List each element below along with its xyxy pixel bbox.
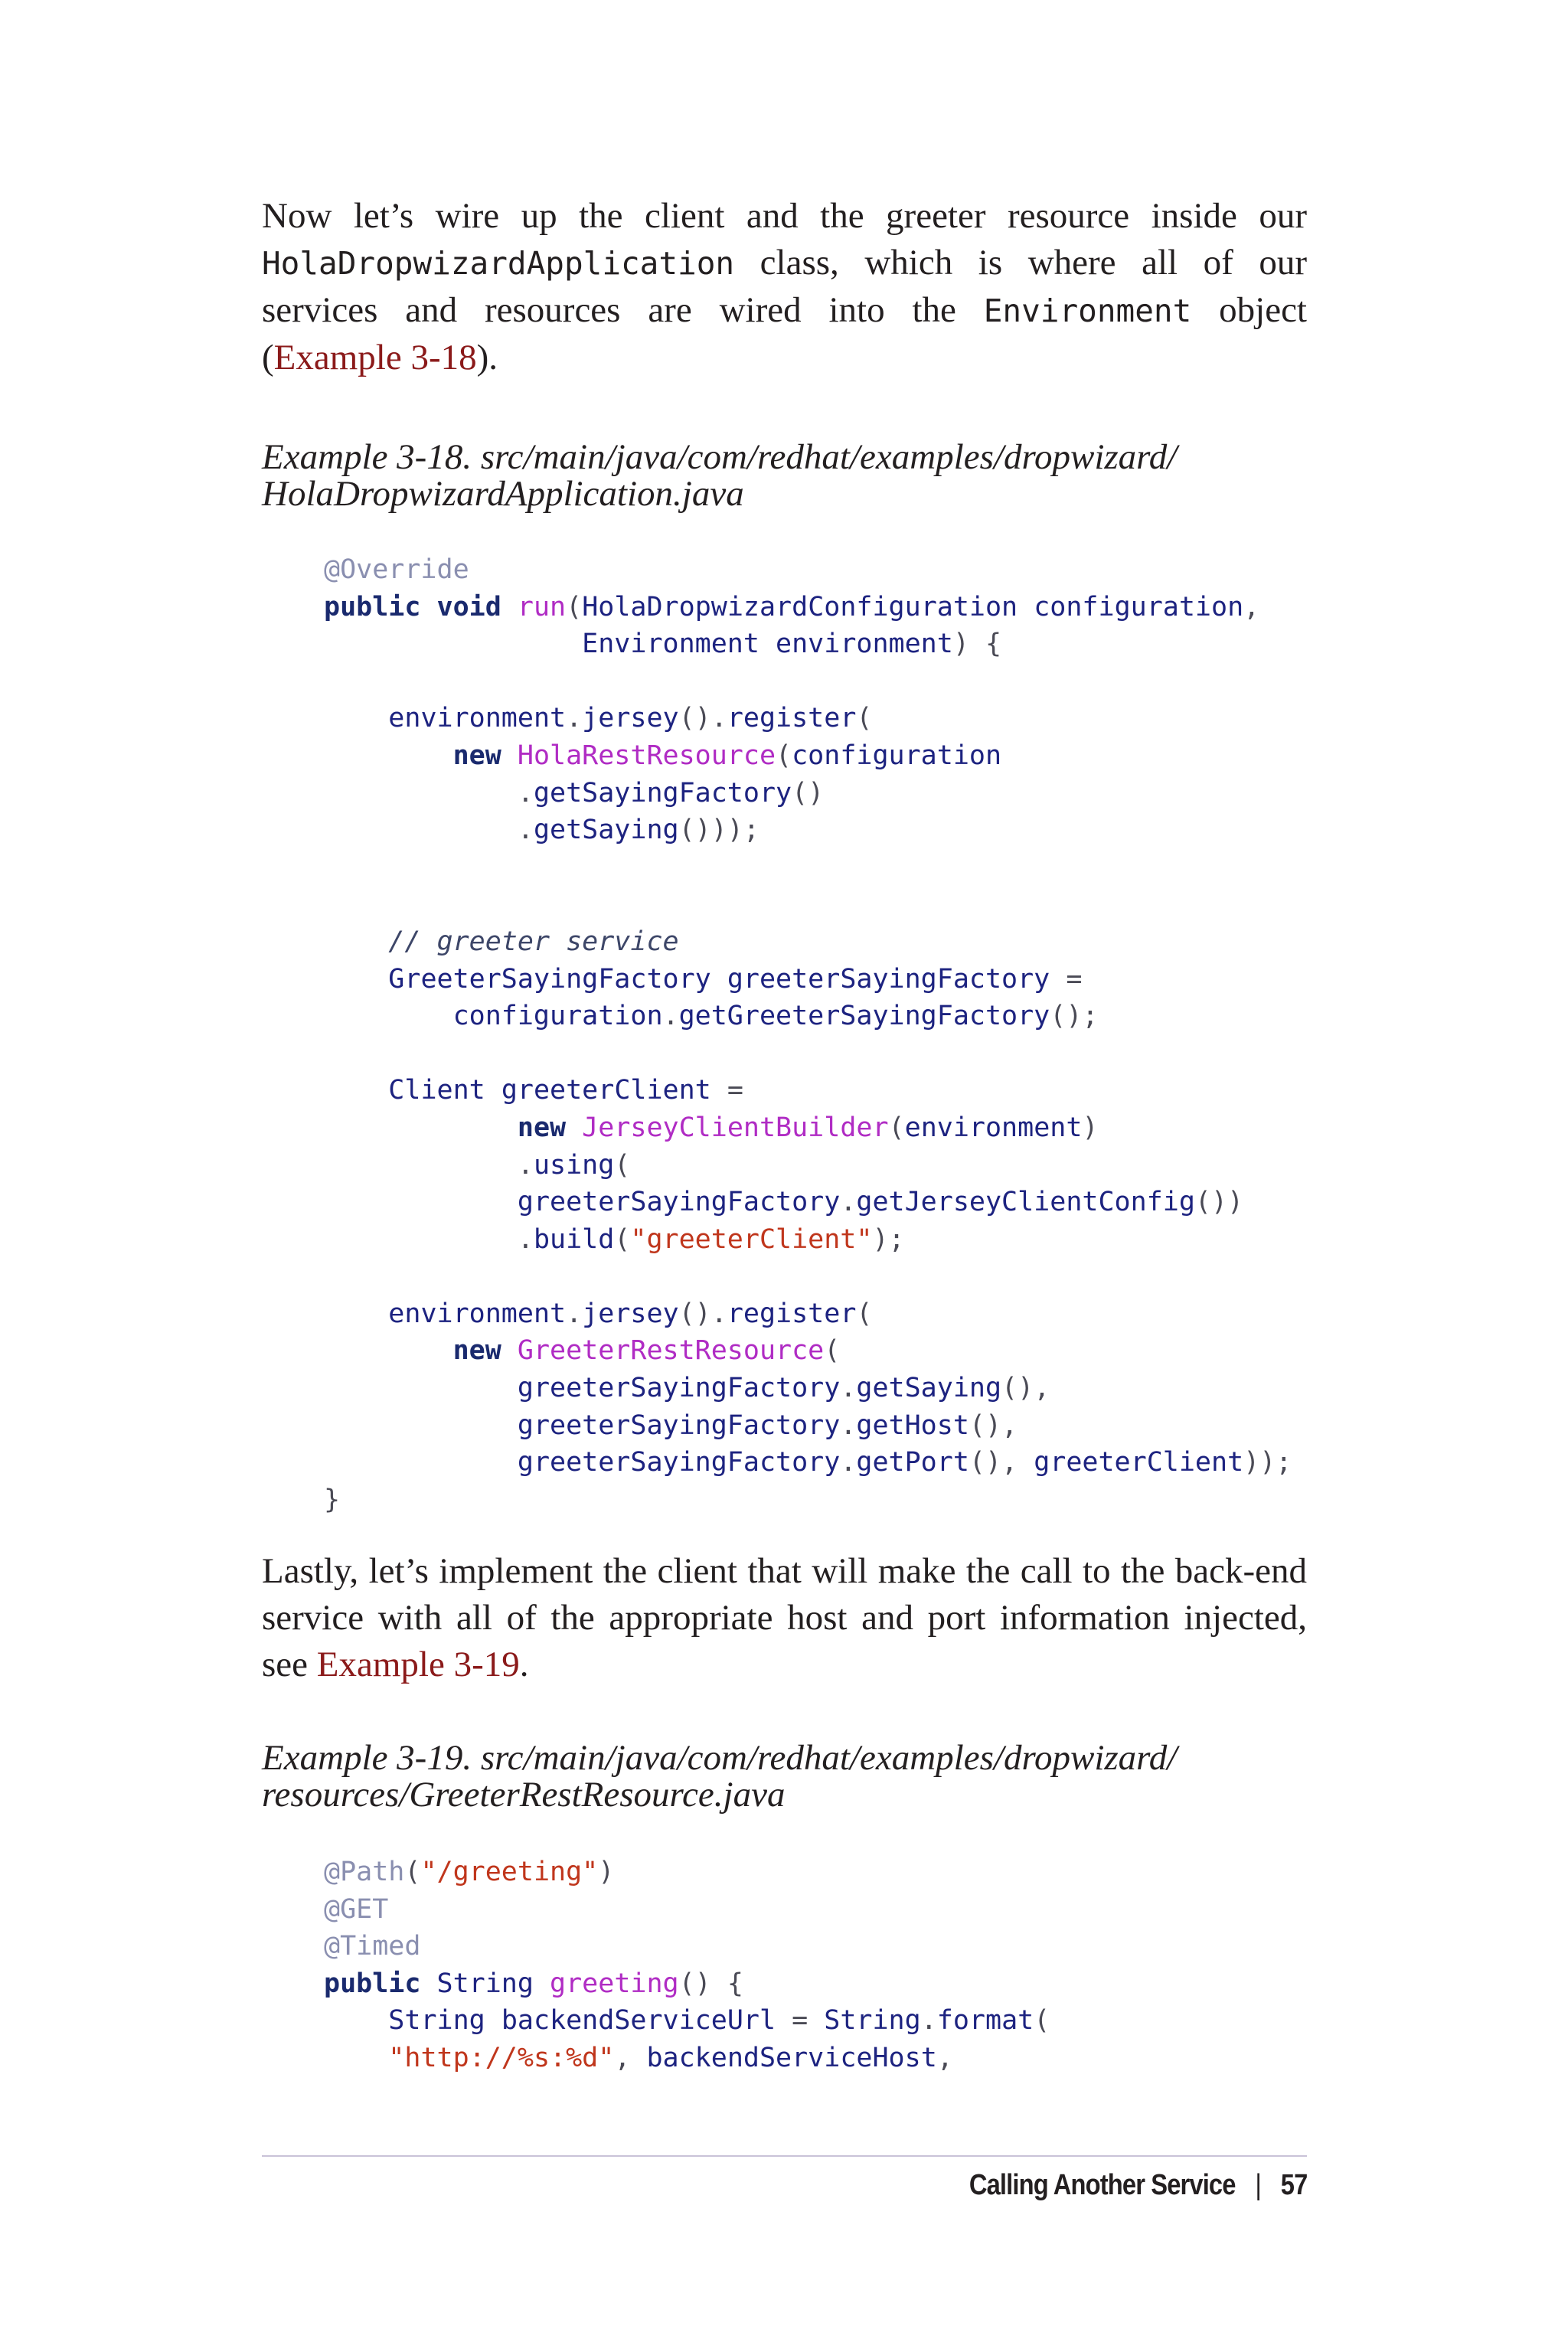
code-token: @Timed <box>324 1931 421 1962</box>
code-token: "greeterClient" <box>630 1223 873 1255</box>
code-token: , <box>1243 591 1260 622</box>
code-token: . <box>324 1223 534 1255</box>
code-token: greeterSayingFactory <box>727 963 1050 995</box>
code-token: , <box>936 2042 953 2073</box>
code-line <box>324 629 1001 659</box>
code-token: greeterClient <box>501 1075 711 1106</box>
paragraph-text: . <box>519 1645 529 1684</box>
code-token: register <box>727 703 857 734</box>
code-token: public <box>324 1968 421 1999</box>
code-token: . <box>840 1373 857 1404</box>
code-token: greeterClient <box>1034 1447 1244 1478</box>
caption-line: Example 3-19. src/main/java/com/redhat/examples/dropwizard/ <box>262 1738 1178 1778</box>
code-token: environment <box>776 629 953 660</box>
code-line <box>324 1485 340 1515</box>
code-token: (). <box>678 1298 727 1329</box>
code-line <box>324 592 1259 622</box>
code-token: ( <box>856 1298 873 1329</box>
code-token: "http://%s:%d" <box>388 2042 615 2073</box>
code-token: GreeterRestResource <box>517 1335 825 1367</box>
code-line <box>324 1150 630 1181</box>
paragraph-text: object ( <box>262 290 1307 377</box>
code-token: ) <box>598 1857 615 1887</box>
code-token: HolaDropwizardConfiguration <box>582 591 1018 622</box>
page-number: 57 <box>1280 2169 1307 2201</box>
code-token: build <box>533 1223 615 1255</box>
caption-line: HolaDropwizardApplication.java <box>262 474 744 514</box>
code-token: greeterSayingFactory <box>517 1447 841 1478</box>
code-token <box>324 1298 388 1329</box>
code-token: new <box>452 740 501 771</box>
code-token: greeting <box>550 1968 679 1999</box>
code-token: configuration <box>1034 591 1244 622</box>
code-line <box>324 740 1001 771</box>
code-token: . <box>840 1410 857 1441</box>
code-line <box>324 1373 1050 1403</box>
paragraph-text: ). <box>476 338 498 377</box>
code-token: getPort <box>856 1447 969 1478</box>
code-token: (); <box>1050 1001 1099 1032</box>
code-token: ) { <box>952 629 1002 660</box>
code-token <box>485 1075 501 1106</box>
running-footer <box>969 2167 1307 2203</box>
code-token: environment <box>388 703 567 734</box>
code-token: format <box>936 2005 1034 2037</box>
code-token: getSaying <box>533 815 679 846</box>
code-token: run <box>517 591 567 622</box>
paragraph-text: Now let’s wire up the client and the greeter resource inside our <box>262 196 1307 236</box>
code-line <box>324 1931 420 1962</box>
code-token: ( <box>614 1223 631 1255</box>
inline-code-environment: Environment <box>983 292 1192 329</box>
code-line <box>324 1187 1243 1217</box>
code-token: . <box>920 2005 937 2037</box>
code-line <box>324 1298 872 1329</box>
code-line <box>324 1410 1018 1441</box>
code-token: ( <box>614 1149 631 1181</box>
code-token: = <box>710 1075 743 1106</box>
code-token: . <box>566 1298 583 1329</box>
code-line <box>324 1894 388 1925</box>
code-token: environment <box>904 1112 1083 1143</box>
code-token <box>324 1447 518 1478</box>
code-token: = <box>1050 963 1083 995</box>
code-token: (), <box>1001 1373 1050 1404</box>
code-token: = <box>776 2005 825 2037</box>
code-token <box>485 2005 501 2036</box>
code-token: register <box>727 1298 857 1329</box>
footer-separator: | <box>1254 2169 1261 2201</box>
code-token: ( <box>824 1335 841 1367</box>
code-token <box>501 1335 518 1366</box>
code-token <box>420 592 436 622</box>
code-token <box>324 926 388 957</box>
code-token: greeterSayingFactory <box>517 1410 841 1441</box>
code-token <box>324 964 388 995</box>
code-token: // greeter service <box>388 926 679 957</box>
code-token <box>760 629 776 659</box>
code-line <box>324 1075 743 1106</box>
code-token: environment <box>388 1298 567 1329</box>
code-token: "/greeting" <box>420 1857 599 1887</box>
code-token: getGreeterSayingFactory <box>678 1001 1050 1032</box>
code-token: (). <box>678 703 727 734</box>
code-line <box>324 1001 1098 1031</box>
code-token: )); <box>1243 1447 1292 1478</box>
code-token <box>324 740 453 771</box>
code-token: . <box>840 1187 857 1218</box>
code-token: ( <box>856 703 873 734</box>
code-line <box>324 1857 614 1887</box>
paragraph-text: Lastly, let’s implement the client that will make the call to the back‐end service with all of the appropriate host and port information injected, see <box>262 1551 1307 1684</box>
code-token: ( <box>1034 2005 1050 2037</box>
code-line <box>324 1447 1292 1478</box>
code-token: . <box>324 777 534 808</box>
client-paragraph <box>262 1548 1307 1688</box>
code-token <box>324 1373 518 1403</box>
example-3-19-link[interactable]: Example 3-19 <box>316 1645 520 1684</box>
code-token <box>324 629 582 659</box>
code-token: getSaying <box>856 1373 1002 1404</box>
code-token <box>534 1968 550 1999</box>
code-token: backendServiceUrl <box>501 2005 776 2037</box>
footer-section-title: Calling Another Service <box>969 2169 1236 2201</box>
code-token: ( <box>888 1112 905 1143</box>
code-token <box>324 1335 453 1366</box>
code-token: String <box>388 2005 485 2037</box>
inline-code-class-name: HolaDropwizardApplication <box>262 245 735 282</box>
code-token <box>324 2043 388 2073</box>
code-token: getJerseyClientConfig <box>856 1187 1195 1218</box>
code-block-example-3-19 <box>324 1854 1050 2077</box>
code-token: , <box>614 2042 647 2073</box>
code-token: . <box>324 815 534 846</box>
code-line <box>324 964 1082 995</box>
code-token: @Path <box>324 1857 405 1887</box>
code-token: . <box>662 1001 679 1032</box>
caption-line: resources/GreeterRestResource.java <box>262 1775 786 1815</box>
code-token: ( <box>776 740 792 771</box>
code-block-example-3-18 <box>324 551 1292 1518</box>
code-token: configuration <box>452 1001 663 1032</box>
code-token: greeterSayingFactory <box>517 1187 841 1218</box>
code-token: () { <box>678 1968 743 1999</box>
code-token: ( <box>404 1857 421 1887</box>
code-token: configuration <box>792 740 1002 771</box>
code-token: getSayingFactory <box>533 777 792 808</box>
code-line <box>324 1335 840 1366</box>
code-token: jersey <box>582 703 679 734</box>
code-token: public <box>324 591 421 622</box>
footer-divider <box>262 2155 1307 2157</box>
code-token: ); <box>872 1223 905 1255</box>
code-token <box>324 703 388 733</box>
code-token: Client <box>388 1075 485 1106</box>
code-token: @GET <box>324 1893 389 1925</box>
code-token: (), <box>969 1410 1018 1441</box>
example-3-18-caption <box>262 439 1307 512</box>
code-token: ())); <box>678 815 760 846</box>
code-token <box>324 1187 518 1217</box>
code-token: GreeterSayingFactory <box>388 963 711 995</box>
code-line <box>324 703 872 733</box>
code-token: backendServiceHost <box>646 2042 937 2073</box>
code-token: . <box>566 703 583 734</box>
code-line <box>324 1112 1099 1143</box>
code-token: } <box>324 1484 341 1515</box>
code-line <box>324 2043 953 2073</box>
code-token: . <box>324 1149 534 1181</box>
code-token: new <box>517 1112 567 1143</box>
code-token <box>324 1075 388 1106</box>
code-token <box>501 740 518 771</box>
code-token: Environment <box>582 629 760 660</box>
code-line <box>324 2005 1050 2036</box>
code-token <box>324 1001 453 1031</box>
code-token: . <box>840 1447 857 1478</box>
code-token: @Override <box>324 554 469 585</box>
code-line <box>324 815 760 845</box>
code-token: ()) <box>1194 1187 1244 1218</box>
code-token <box>711 964 727 995</box>
code-token <box>1018 592 1034 622</box>
code-token <box>324 1112 518 1143</box>
code-token: String <box>436 1968 534 1999</box>
code-token: jersey <box>582 1298 679 1329</box>
code-line <box>324 1224 905 1255</box>
example-3-19-caption <box>262 1740 1307 1813</box>
code-token: (), <box>969 1447 1034 1478</box>
code-line <box>324 926 679 957</box>
code-token: void <box>436 591 501 622</box>
code-line <box>324 778 824 808</box>
code-token: () <box>792 777 825 808</box>
code-line <box>324 554 469 585</box>
paragraph-text: class, which is where all of our services and resources are wired into the <box>262 243 1307 330</box>
code-token: new <box>452 1335 501 1367</box>
intro-paragraph <box>262 193 1307 381</box>
code-token <box>324 1410 518 1441</box>
example-3-18-link[interactable]: Example 3-18 <box>273 338 477 377</box>
code-token: ) <box>1082 1112 1099 1143</box>
code-token: ( <box>566 591 583 622</box>
code-token <box>324 2005 388 2036</box>
code-token: getHost <box>856 1410 969 1441</box>
code-token <box>566 1112 582 1143</box>
code-token: JerseyClientBuilder <box>582 1112 889 1143</box>
caption-line: Example 3-18. src/main/java/com/redhat/examples/dropwizard/ <box>262 437 1178 477</box>
code-line <box>324 1968 743 1999</box>
code-token <box>420 1968 436 1999</box>
code-token: HolaRestResource <box>517 740 776 771</box>
code-token: String <box>824 2005 921 2037</box>
code-token: greeterSayingFactory <box>517 1373 841 1404</box>
code-token: using <box>533 1149 615 1181</box>
code-token <box>501 592 518 622</box>
